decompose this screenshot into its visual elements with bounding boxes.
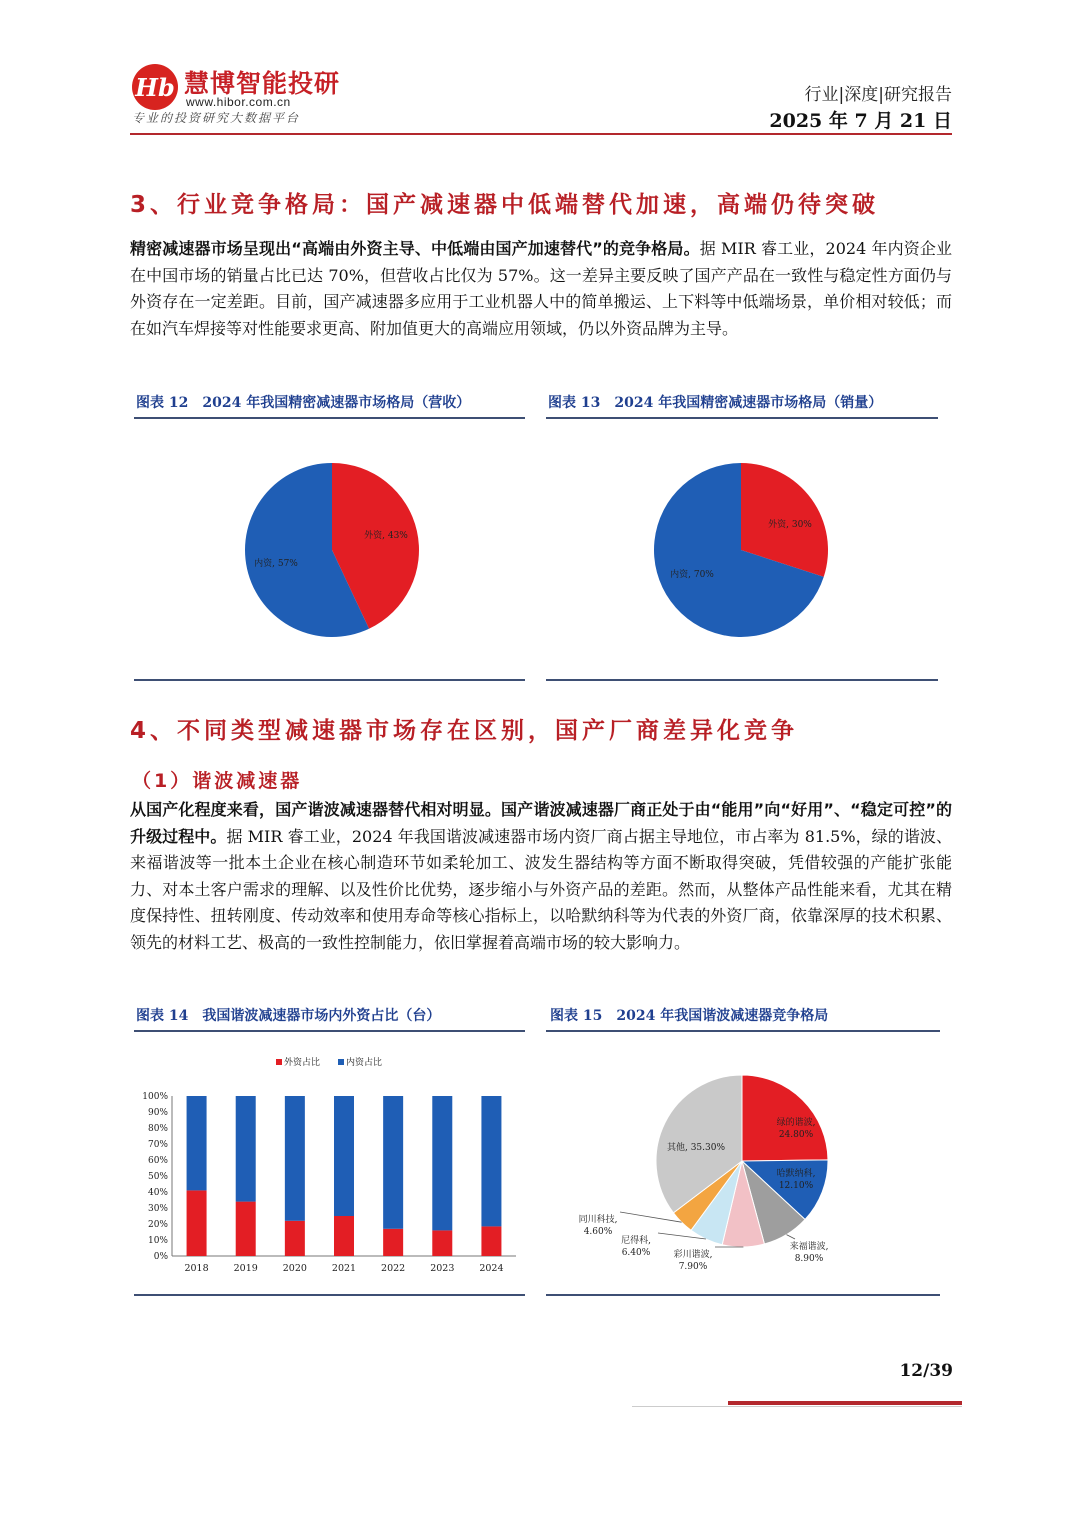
y-tick-label: 40%	[147, 1188, 168, 1198]
header-rule	[130, 133, 952, 135]
pie-leader-line	[620, 1212, 682, 1222]
figure-12-top-rule	[134, 417, 525, 419]
logo-slogan: 专业的投资研究大数据平台	[132, 111, 301, 125]
legend-label: 内资占比	[346, 1058, 383, 1068]
figure-15-bottom-rule	[546, 1294, 940, 1296]
pie-data-label: 7.90%	[678, 1262, 708, 1272]
section-4-body: 据 MIR 睿工业，2024 年我国谐波减速器市场内资厂商占据主导地位，市占率为 81.5%，绿的谐波、来福谐波等一批本土企业在核心制造环节如柔轮加工、波发生器结构等方面不断取得突破，凭借较强的产能扩张能力、对本土客户需求的理解、以及性价比优势，逐步缩小与外资产品的差距。然而，从整体产品性能来看，尤其在精度保持性、扭转刚度、传动效率和使用寿命等核心指标上，以哈默纳科等为代表的外资厂商，依靠深厚的技术积累、领先的材料工艺、极高的一致性控制能力，依旧掌握着高端市场的较大影响力。	[130, 826, 952, 952]
bar-domestic-2022	[383, 1096, 403, 1229]
pie-data-label: 8.90%	[794, 1254, 824, 1264]
figure-15-pie-chart	[546, 1034, 940, 1292]
figure-15-top-rule	[546, 1030, 940, 1032]
pie-data-label: 彩川谐波,	[673, 1250, 713, 1260]
pie-data-label: 24.80%	[778, 1130, 814, 1140]
legend-swatch	[338, 1059, 344, 1065]
x-tick-label: 2018	[184, 1263, 209, 1274]
pie-data-label: 尼得科,	[621, 1236, 651, 1246]
logo-name: 慧博智能投研	[184, 69, 341, 98]
pie-data-label: 来福谐波,	[789, 1242, 829, 1252]
pie-data-label: 外资, 43%	[364, 531, 408, 541]
bar-foreign-2024	[481, 1226, 501, 1256]
bar-foreign-2022	[383, 1229, 403, 1256]
pie-data-label: 12.10%	[778, 1181, 814, 1191]
bar-foreign-2019	[236, 1202, 256, 1256]
pie-data-label: 同川科技,	[578, 1215, 618, 1225]
y-tick-label: 20%	[147, 1220, 168, 1230]
x-tick-label: 2023	[430, 1263, 455, 1274]
footer-thin-rule	[632, 1406, 962, 1407]
footer-accent-rule	[728, 1401, 962, 1405]
bar-domestic-2018	[187, 1096, 207, 1190]
bar-domestic-2024	[481, 1096, 501, 1226]
figure-12-bottom-rule	[134, 679, 525, 681]
section-3-body: 据 MIR 睿工业，2024 年内资企业在中国市场的销量占比已达 70%，但营收占比仅为 57%。这一差异主要反映了国产产品在一致性与稳定性方面仍与外资存在一定差距。目前，国产减速器多应用于工业机器人中的简单搬运、上下料等中低端场景，单价相对较低；而在如汽车焊接等对性能要求更高、附加值更大的高端应用领域，仍以外资品牌为主导。	[130, 239, 952, 338]
bar-domestic-2023	[432, 1096, 452, 1230]
x-tick-label: 2019	[233, 1263, 258, 1274]
y-tick-label: 90%	[147, 1108, 168, 1118]
y-tick-label: 80%	[147, 1124, 168, 1134]
x-tick-label: 2022	[381, 1263, 406, 1274]
legend-label: 外资占比	[284, 1058, 321, 1068]
page-number: 12/39	[899, 1361, 953, 1381]
section-4-paragraph	[130, 797, 952, 956]
logo-url: www.hibor.com.cn	[186, 95, 291, 109]
y-tick-label: 50%	[147, 1172, 168, 1182]
figure-14-top-rule	[134, 1030, 525, 1032]
pie-data-label: 6.40%	[621, 1248, 651, 1258]
section-4-heading: 4、不同类型减速器市场存在区别，国产厂商差异化竞争	[130, 718, 799, 744]
y-tick-label: 30%	[147, 1204, 168, 1214]
figure-14-bar-chart	[134, 1034, 525, 1292]
logo-mark: Hb	[132, 64, 178, 110]
y-tick-label: 100%	[142, 1092, 168, 1102]
x-tick-label: 2020	[282, 1263, 307, 1274]
section-3-lead: 精密减速器市场呈现出“高端由外资主导、中低端由国产加速替代”的竞争格局。	[130, 239, 700, 258]
figure-15-caption: 图表 15 2024 年我国谐波减速器竞争格局	[550, 1008, 829, 1024]
bar-domestic-2019	[236, 1096, 256, 1202]
pie-data-label: 内资, 57%	[254, 559, 298, 569]
bar-foreign-2020	[285, 1221, 305, 1256]
pie-data-label: 外资, 30%	[768, 520, 812, 530]
y-tick-label: 70%	[147, 1140, 168, 1150]
report-date: 2025 年 7 月 21 日	[769, 110, 952, 132]
figure-14-bottom-rule	[134, 1294, 525, 1296]
figure-13-pie-chart	[546, 420, 938, 678]
figure-13-top-rule	[546, 417, 938, 419]
x-tick-label: 2024	[479, 1263, 504, 1274]
y-tick-label: 60%	[147, 1156, 168, 1166]
y-tick-label: 0%	[153, 1252, 168, 1262]
figure-13-caption: 图表 13 2024 年我国精密减速器市场格局（销量）	[548, 395, 883, 411]
section-3-heading: 3、行业竞争格局：国产减速器中低端替代加速，高端仍待突破	[130, 192, 880, 218]
pie-data-label: 内资, 70%	[670, 570, 714, 580]
report-type: 行业|深度|研究报告	[804, 85, 952, 105]
section-4-lead: 从国产化程度来看，国产谐波减速器替代相对明显。国产谐波减速器厂商正处于由“能用”向“好用”、“稳定可控”的升级过程中。	[130, 800, 952, 846]
bar-domestic-2021	[334, 1096, 354, 1216]
pie-leader-line	[787, 1235, 796, 1239]
subsection-harmonic-heading: （1）谐波减速器	[132, 770, 303, 792]
y-tick-label: 10%	[147, 1236, 168, 1246]
legend-swatch	[276, 1059, 282, 1065]
pie-data-label: 其他, 35.30%	[666, 1143, 726, 1153]
bar-foreign-2021	[334, 1216, 354, 1256]
figure-12-pie-chart	[134, 420, 525, 678]
section-3-paragraph	[130, 236, 952, 342]
bar-foreign-2018	[187, 1190, 207, 1256]
x-tick-label: 2021	[331, 1263, 357, 1274]
pie-data-label: 绿的谐波,	[776, 1118, 816, 1128]
bar-foreign-2023	[432, 1230, 452, 1256]
bar-domestic-2020	[285, 1096, 305, 1221]
pie-data-label: 4.60%	[583, 1227, 613, 1237]
figure-13-bottom-rule	[546, 679, 938, 681]
figure-14-caption: 图表 14 我国谐波减速器市场内外资占比（台）	[136, 1008, 441, 1024]
pie-data-label: 哈默纳科,	[776, 1169, 816, 1179]
figure-12-caption: 图表 12 2024 年我国精密减速器市场格局（营收）	[136, 395, 471, 411]
